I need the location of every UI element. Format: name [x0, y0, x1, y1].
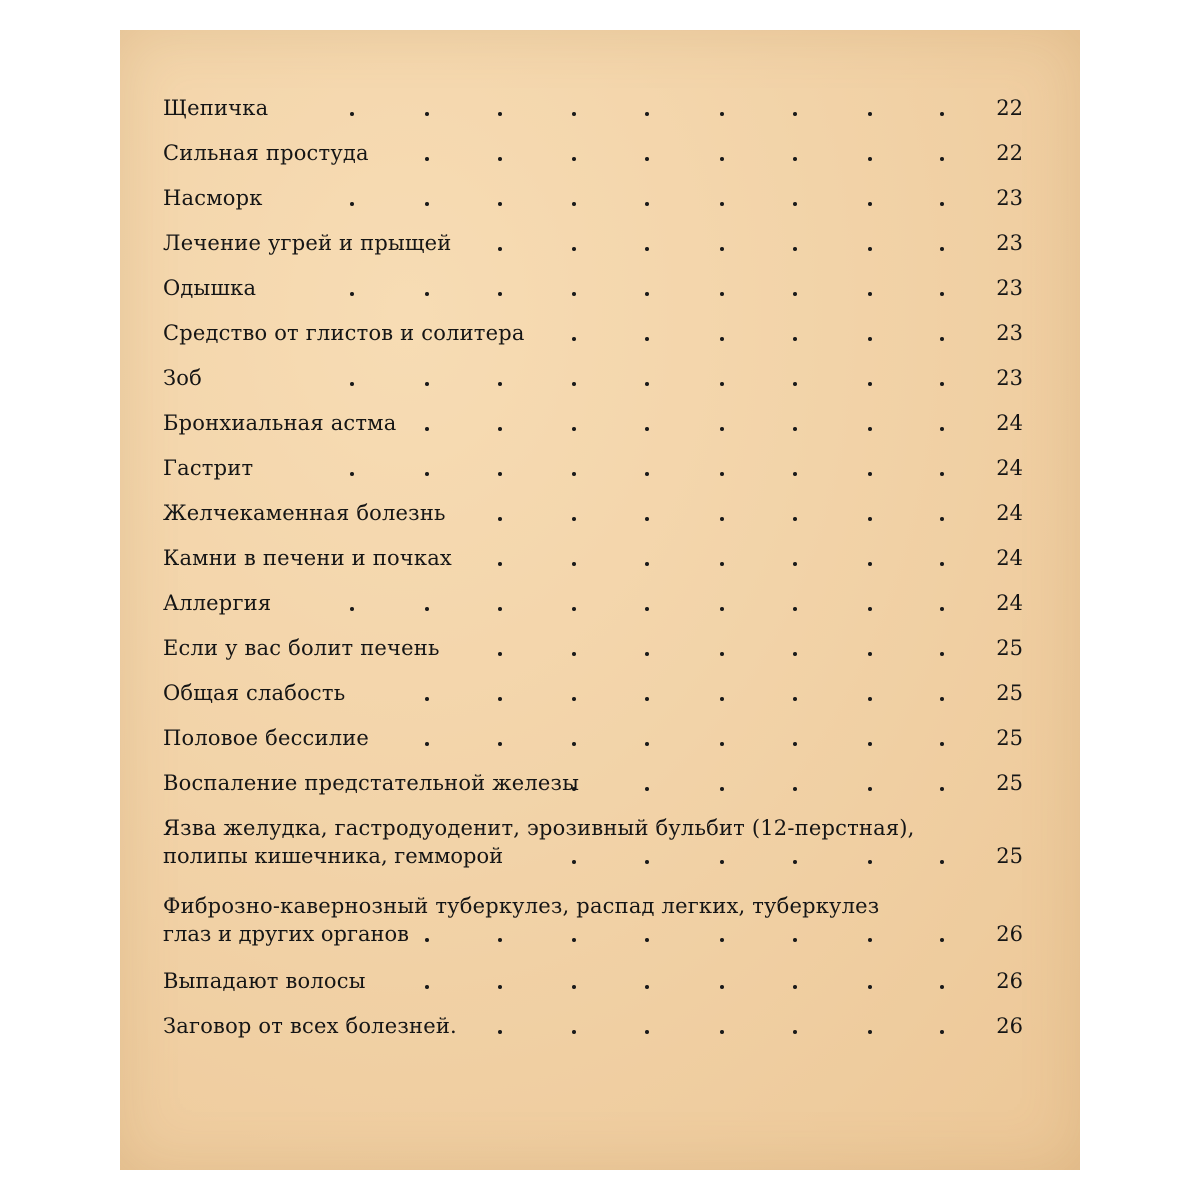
leader-dot — [498, 1030, 502, 1034]
leader-dot — [720, 427, 724, 431]
leader-dot — [645, 742, 649, 746]
toc-entry-page-number: 22 — [996, 96, 1023, 120]
toc-entry-page-number: 25 — [996, 726, 1023, 750]
toc-entry — [163, 318, 1023, 348]
leader-dot — [720, 337, 724, 341]
leader-dot — [868, 607, 872, 611]
leader-dot — [498, 652, 502, 656]
toc-entry-title: Сильная простуда — [163, 141, 369, 165]
leader-dot — [645, 1030, 649, 1034]
leader-dot — [498, 427, 502, 431]
toc-entry-page-number: 23 — [996, 186, 1023, 210]
leader-dot — [793, 292, 797, 296]
leader-dot — [645, 247, 649, 251]
leader-dot — [868, 247, 872, 251]
toc-entry — [163, 891, 1023, 946]
leader-dot — [940, 517, 944, 521]
leader-dot — [940, 247, 944, 251]
leader-dot — [425, 202, 429, 206]
toc-entry-title: Гастрит — [163, 456, 254, 480]
leader-dot — [645, 292, 649, 296]
leader-dot — [498, 938, 502, 942]
toc-entry-title: Общая слабость — [163, 681, 346, 705]
leader-dot — [868, 292, 872, 296]
leader-dot — [645, 607, 649, 611]
leader-dot — [793, 382, 797, 386]
leader-dot — [645, 652, 649, 656]
toc-entry-title: Камни в печени и почках — [163, 546, 452, 570]
leader-dot — [498, 247, 502, 251]
toc-entry-page-number: 23 — [996, 321, 1023, 345]
leader-dot — [720, 292, 724, 296]
leader-dot — [868, 472, 872, 476]
leader-dot — [793, 938, 797, 942]
leader-dot — [940, 787, 944, 791]
toc-entry — [163, 228, 1023, 258]
leader-dot — [720, 742, 724, 746]
dot-leader — [163, 363, 1023, 393]
leader-dot — [940, 652, 944, 656]
leader-dot — [940, 427, 944, 431]
leader-dot — [572, 985, 576, 989]
leader-dot — [498, 742, 502, 746]
toc-entry-title: Если у вас болит печень — [163, 636, 440, 660]
leader-dot — [868, 517, 872, 521]
toc-entry-title: Средство от глистов и солитера — [163, 321, 525, 345]
leader-dot — [720, 787, 724, 791]
leader-dot — [940, 202, 944, 206]
toc-entry — [163, 408, 1023, 438]
toc-entry-page-number: 25 — [996, 771, 1023, 795]
toc-entry — [163, 183, 1023, 213]
leader-dot — [868, 742, 872, 746]
toc-entry-page-number: 24 — [996, 546, 1023, 570]
dot-leader — [163, 183, 1023, 213]
leader-dot — [572, 697, 576, 701]
toc-entry-page-number: 23 — [996, 276, 1023, 300]
leader-dot — [940, 697, 944, 701]
toc-entry-page-number: 25 — [996, 636, 1023, 660]
toc-entry-page-number: 24 — [996, 591, 1023, 615]
toc-entry-title-continued: полипы кишечника, гемморой — [163, 844, 504, 868]
leader-dot — [868, 938, 872, 942]
leader-dot — [868, 427, 872, 431]
leader-dot — [572, 517, 576, 521]
leader-dot — [868, 697, 872, 701]
leader-dot — [572, 337, 576, 341]
leader-dot — [350, 472, 354, 476]
toc-entry-page-number: 23 — [996, 366, 1023, 390]
leader-dot — [940, 985, 944, 989]
toc-entry-title: Зоб — [163, 366, 202, 390]
toc-entry-title: Заговор от всех болезней. — [163, 1014, 457, 1038]
toc-entry — [163, 543, 1023, 573]
book-page — [120, 30, 1080, 1170]
leader-dot — [868, 1030, 872, 1034]
leader-dot — [645, 157, 649, 161]
leader-dot — [868, 562, 872, 566]
leader-dot — [350, 607, 354, 611]
leader-dot — [645, 382, 649, 386]
toc-entry-page-number: 26 — [996, 1014, 1023, 1038]
toc-entry-page-number: 24 — [996, 411, 1023, 435]
toc-entry-page-number: 25 — [996, 844, 1023, 868]
leader-dot — [940, 337, 944, 341]
toc-entry-title: Бронхиальная астма — [163, 411, 397, 435]
toc-entry — [163, 363, 1023, 393]
leader-dot — [793, 860, 797, 864]
toc-entry-page-number: 24 — [996, 501, 1023, 525]
leader-dot — [940, 607, 944, 611]
leader-dot — [498, 697, 502, 701]
toc-entry-page-number: 26 — [996, 922, 1023, 946]
leader-dot — [868, 112, 872, 116]
leader-dot — [940, 382, 944, 386]
leader-dot — [793, 472, 797, 476]
leader-dot — [645, 202, 649, 206]
toc-entry-title: Щепичка — [163, 96, 269, 120]
leader-dot — [868, 382, 872, 386]
toc-entry — [163, 273, 1023, 303]
leader-dot — [720, 607, 724, 611]
leader-dot — [498, 472, 502, 476]
toc-entry-page-number: 23 — [996, 231, 1023, 255]
leader-dot — [498, 382, 502, 386]
toc-entry — [163, 966, 1023, 996]
toc-entry-title: Выпадают волосы — [163, 969, 366, 993]
leader-dot — [940, 742, 944, 746]
leader-dot — [940, 938, 944, 942]
leader-dot — [940, 1030, 944, 1034]
leader-dot — [572, 1030, 576, 1034]
leader-dot — [572, 382, 576, 386]
toc-entry-title: Воспаление предстательной железы — [163, 771, 580, 795]
leader-dot — [645, 337, 649, 341]
leader-dot — [868, 787, 872, 791]
leader-dot — [572, 427, 576, 431]
leader-dot — [793, 157, 797, 161]
leader-dot — [498, 112, 502, 116]
leader-dot — [645, 938, 649, 942]
toc-entry-title: Лечение угрей и прыщей — [163, 231, 452, 255]
leader-dot — [425, 938, 429, 942]
leader-dot — [645, 697, 649, 701]
toc-entry-page-number: 22 — [996, 141, 1023, 165]
leader-dot — [350, 202, 354, 206]
leader-dot — [572, 202, 576, 206]
leader-dot — [793, 607, 797, 611]
toc-entry — [163, 588, 1023, 618]
leader-dot — [572, 112, 576, 116]
leader-dot — [720, 517, 724, 521]
toc-entry — [163, 453, 1023, 483]
dot-leader — [163, 453, 1023, 483]
leader-dot — [793, 562, 797, 566]
leader-dot — [940, 472, 944, 476]
leader-dot — [720, 562, 724, 566]
leader-dot — [793, 742, 797, 746]
leader-dot — [720, 697, 724, 701]
leader-dot — [720, 860, 724, 864]
leader-dot — [793, 517, 797, 521]
toc-entry — [163, 138, 1023, 168]
leader-dot — [720, 112, 724, 116]
leader-dot — [793, 652, 797, 656]
leader-dot — [868, 652, 872, 656]
leader-dot — [868, 337, 872, 341]
leader-dot — [572, 742, 576, 746]
leader-dot — [645, 787, 649, 791]
leader-dot — [793, 112, 797, 116]
leader-dot — [498, 292, 502, 296]
leader-dot — [940, 562, 944, 566]
toc-entry-page-number: 25 — [996, 681, 1023, 705]
leader-dot — [498, 202, 502, 206]
leader-dot — [425, 697, 429, 701]
leader-dot — [645, 562, 649, 566]
leader-dot — [645, 860, 649, 864]
leader-dot — [572, 247, 576, 251]
toc-entry — [163, 813, 1023, 868]
leader-dot — [498, 562, 502, 566]
leader-dot — [720, 652, 724, 656]
leader-dot — [350, 112, 354, 116]
leader-dot — [425, 985, 429, 989]
leader-dot — [793, 337, 797, 341]
leader-dot — [425, 472, 429, 476]
dot-leader — [163, 93, 1023, 123]
leader-dot — [425, 742, 429, 746]
leader-dot — [572, 292, 576, 296]
toc-entry — [163, 768, 1023, 798]
toc-entry — [163, 633, 1023, 663]
toc-entry-title: Язва желудка, гастродуоденит, эрозивный бульбит (12-перстная), — [163, 816, 915, 840]
leader-dot — [645, 985, 649, 989]
leader-dot — [425, 427, 429, 431]
leader-dot — [498, 985, 502, 989]
leader-dot — [425, 292, 429, 296]
leader-dot — [793, 787, 797, 791]
leader-dot — [498, 607, 502, 611]
leader-dot — [868, 860, 872, 864]
leader-dot — [572, 607, 576, 611]
toc-entry-page-number: 26 — [996, 969, 1023, 993]
leader-dot — [425, 157, 429, 161]
leader-dot — [720, 157, 724, 161]
leader-dot — [868, 157, 872, 161]
toc-entry — [163, 723, 1023, 753]
toc-entry-title: Одышка — [163, 276, 257, 300]
leader-dot — [793, 247, 797, 251]
toc-entry-title: Аллергия — [163, 591, 272, 615]
leader-dot — [720, 472, 724, 476]
leader-dot — [720, 938, 724, 942]
leader-dot — [720, 247, 724, 251]
toc-entry-title: Фиброзно-кавернозный туберкулез, распад легких, туберкулез — [163, 894, 880, 918]
leader-dot — [645, 472, 649, 476]
leader-dot — [425, 112, 429, 116]
leader-dot — [572, 562, 576, 566]
leader-dot — [572, 860, 576, 864]
toc-entry — [163, 678, 1023, 708]
toc-entry-title: Половое бессилие — [163, 726, 370, 750]
leader-dot — [868, 985, 872, 989]
dot-leader — [163, 273, 1023, 303]
leader-dot — [793, 202, 797, 206]
leader-dot — [572, 472, 576, 476]
toc-entry — [163, 1011, 1023, 1041]
leader-dot — [940, 292, 944, 296]
leader-dot — [940, 860, 944, 864]
leader-dot — [425, 607, 429, 611]
leader-dot — [498, 157, 502, 161]
leader-dot — [645, 427, 649, 431]
leader-dot — [720, 382, 724, 386]
toc-entry — [163, 93, 1023, 123]
leader-dot — [498, 517, 502, 521]
toc-entry-title: Желчекаменная болезнь — [163, 501, 446, 525]
leader-dot — [425, 382, 429, 386]
leader-dot — [572, 157, 576, 161]
leader-dot — [350, 292, 354, 296]
leader-dot — [793, 697, 797, 701]
leader-dot — [720, 202, 724, 206]
leader-dot — [793, 985, 797, 989]
toc-entry-title: Насморк — [163, 186, 263, 210]
leader-dot — [793, 427, 797, 431]
toc-entry-page-number: 24 — [996, 456, 1023, 480]
leader-dot — [868, 202, 872, 206]
leader-dot — [572, 652, 576, 656]
leader-dot — [940, 112, 944, 116]
leader-dot — [720, 1030, 724, 1034]
leader-dot — [572, 938, 576, 942]
leader-dot — [720, 985, 724, 989]
leader-dot — [350, 382, 354, 386]
leader-dot — [793, 1030, 797, 1034]
leader-dot — [645, 517, 649, 521]
leader-dot — [645, 112, 649, 116]
dot-leader — [163, 588, 1023, 618]
leader-dot — [940, 157, 944, 161]
toc-entry-title-continued: глаз и других органов — [163, 922, 409, 946]
toc-entry — [163, 498, 1023, 528]
